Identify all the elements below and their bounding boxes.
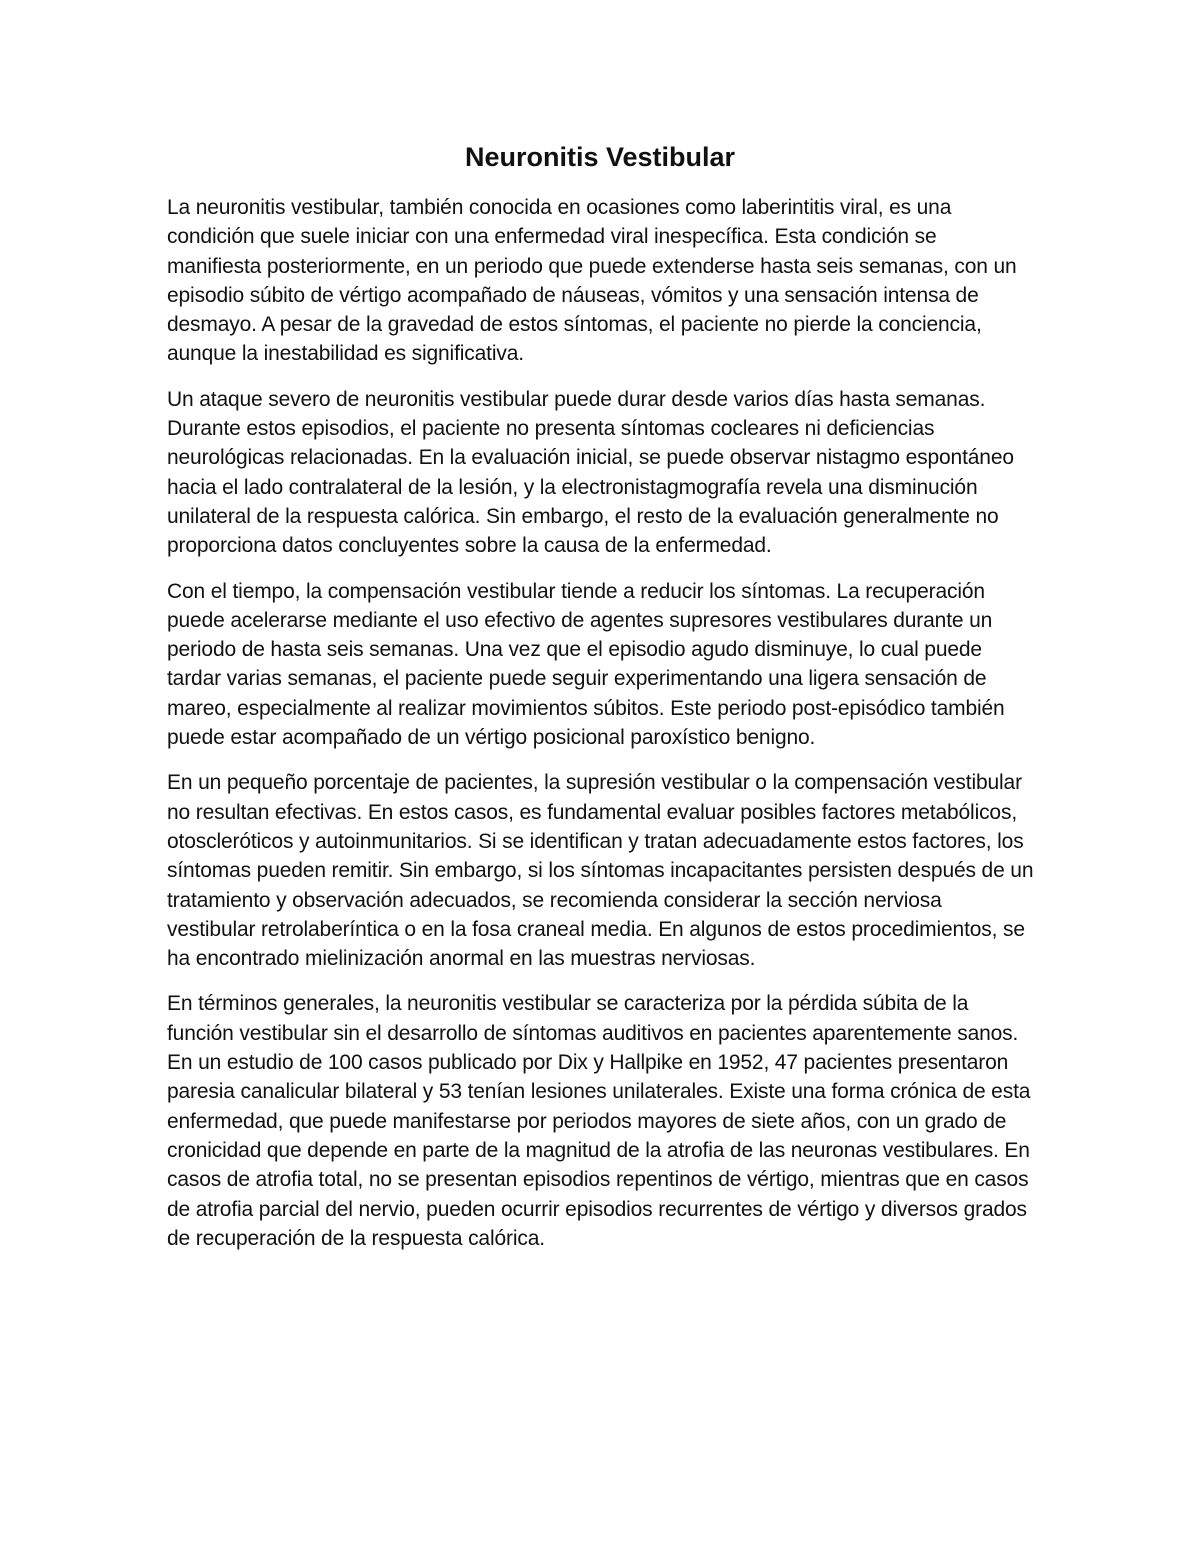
paragraph-4: En un pequeño porcentaje de pacientes, la supresión vestibular o la compensación vestibular no resultan efectivas. En estos casos, es fundamental evaluar posibles factores metabólicos, otoscleróticos y autoinmunitarios. Si se identifican y tratan adecuadamente estos factores, los síntomas pueden remitir. Sin embargo, si los síntomas incapacitantes persisten después de un tratamiento y observación adecuados, se recomienda considerar la sección nerviosa vestibular retrolaberíntica o en la fosa craneal media. En algunos de estos procedimientos, se ha encontrado mielinización anormal en las muestras nerviosas. — [167, 771, 1034, 971]
paragraph-3: Con el tiempo, la compensación vestibular tiende a reducir los síntomas. La recuperación puede acelerarse mediante el uso efectivo de agentes supresores vestibulares durante un periodo de hasta seis semanas. Una vez que el episodio agudo disminuye, lo cual puede tardar varias semanas, el paciente puede seguir experimentando una ligera sensación de mareo, especialmente al realizar movimientos súbitos. Este periodo post-episódico también puede estar acompañado de un vértigo posicional paroxístico benigno. — [167, 579, 1005, 750]
document-title: Neuronitis Vestibular — [464, 142, 736, 172]
paragraph-5: En términos generales, la neuronitis vestibular se caracteriza por la pérdida súbita de la función vestibular sin el desarrollo de síntomas auditivos en pacientes aparentemente sanos. En un estudio de 100 casos publicado por Dix y Hallpike en 1952, 47 pacientes presentaron paresia canalicular bilateral y 53 tenían lesiones unilaterales. Existe una forma crónica de esta enfermedad, que puede manifestarse por periodos mayores de siete años, con un grado de cronicidad que depende en parte de la magnitud de la atrofia de las neuronas vestibulares. En casos de atrofia total, no se presentan episodios repentinos de vértigo, mientras que en casos de atrofia parcial del nervio, pueden ocurrir episodios recurrentes de vértigo y diversos grados de recuperación de la respuesta calórica. — [167, 992, 1031, 1250]
paragraph-2: Un ataque severo de neuronitis vestibular puede durar desde varios días hasta semanas. Durante estos episodios, el paciente no presenta síntomas cocleares ni deficiencias neurológicas relacionadas. En la evaluación inicial, se puede observar nistagmo espontáneo hacia el lado contralateral de la lesión, y la electronistagmografía revela una disminución unilateral de la respuesta calórica. Sin embargo, el resto de la evaluación generalmente no proporciona datos concluyentes sobre la causa de la enfermedad. — [167, 387, 1014, 558]
document-body — [167, 193, 1035, 1269]
paragraph-1: La neuronitis vestibular, también conocida en ocasiones como laberintitis viral, es una condición que suele iniciar con una enfermedad viral inespecífica. Esta condición se manifiesta posteriormente, en un periodo que puede extenderse hasta seis semanas, con un episodio súbito de vértigo acompañado de náuseas, vómitos y una sensación intensa de desmayo. A pesar de la gravedad de estos síntomas, el paciente no pierde la conciencia, aunque la inestabilidad es significativa. — [167, 196, 1017, 366]
